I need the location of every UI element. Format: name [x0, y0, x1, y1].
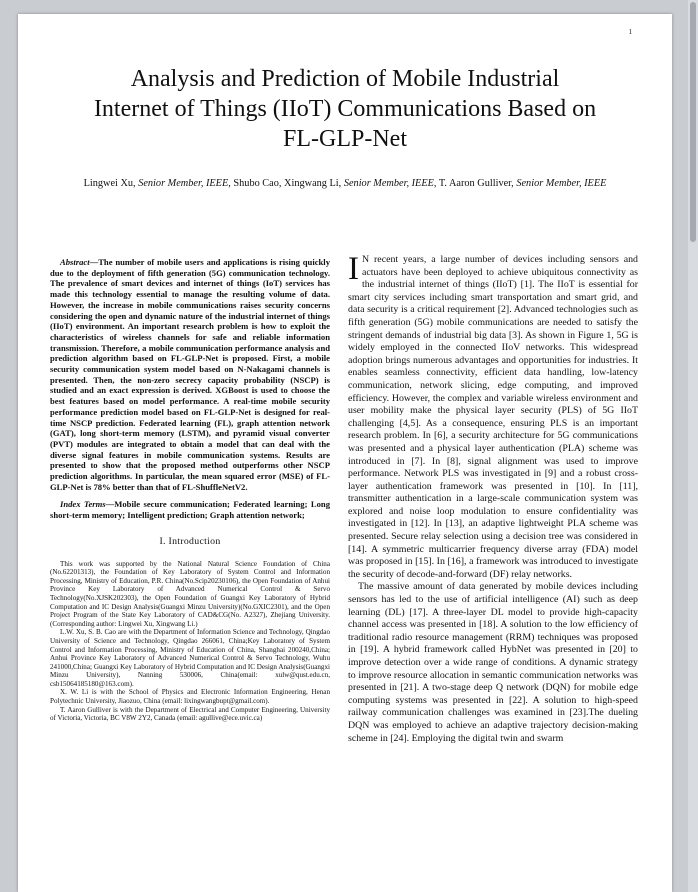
intro-paragraph-1-text: N recent years, a large number of devices including sensors and actuators have been deployed to achieve ubiquitous connectivity as the industrial internet of things (IIoT) [1]. The IIoT is essential for smart city services including smart transportation and smart grid, and data security is a critical requirement [2]. Advanced technologies such as fifth generation (5G) mobile communications are needed to satisfy the stringent demands of industrial big data [3]. As shown in Figure 1, 5G is widely employed in the connected IIoV networks. This widespread adoption brings numerous advantages and opportunities for industries. It enables seamless connectivity, efficient data handling, low-latency communication, network slicing, edge computing, and improved efficiency. However, the complex and variable wireless environment and user mobility make the physical layer security (PLS) of 5G IIoT challenging [4,5]. As a consequence, ensuring PLS is an important research problem. In [6], a security architecture for 5G communications was presented and a physical layer authentication (PLA) scheme was introduced in [7]. In [8], signal alignment was used to improve performance. Network PLS was investigated in [9] and a robust cross-layer authentication framework was presented in [10]. In [11], transmitter authentication in a large-scale communication system was explored and noise loop modulation to ensure confidentiality was investigated in [12]. In [13], an adaptive lightweight PLA scheme was presented. Secure relay selection using a decision tree was considered in [14]. A symmetric multicarrier frequency diverse array (FDA) model was proposed in [15]. In [16], a framework was introduced to investigate the security of decode-and-forward (DF) relay networks.: [348, 254, 638, 580]
page-number: 1: [628, 28, 632, 36]
vertical-scrollbar[interactable]: [688, 0, 698, 892]
footnote-affiliation-3: T. Aaron Gulliver is with the Department of Electrical and Computer Engineering, University of Victoria, Victoria, BC V8W 2Y2, Canada (email: agullive@ece.uvic.ca): [50, 705, 330, 723]
paper-page: [18, 14, 672, 892]
index-terms: [50, 499, 330, 520]
footnote-funding: This work was supported by the National Natural Science Foundation of China (No.62201313), the Foundation of Key Laboratory of System Control and Information Processing, Ministry of Education, P.R. China(No.Scip20230106), the Open Foundation of Anhui Province Key Laboratory of Advanced Numerical Control & Servo Technology(No.XJSK202303), the Open Foundation of Guangxi Key Laboratory of Hybrid Computation and IC Design Analysis(Guangxi Minzu University)(No.GXIC2301), and the Open Project Program of the State Key Laboratory of CAD&CG(No. A2327), Zhejiang University. (Corresponding author: Lingwei Xu, Xingwang Li.): [50, 559, 330, 628]
author-1-role: Senior Member, IEEE: [138, 178, 229, 189]
footnote-affiliation-1: L.W. Xu, S. B. Cao are with the Department of Information Science and Technology, Qingdao University of Science and Technology, Qingdao 266061, China;Key Laboratory of System Control and Information Processing, Ministry of Education of China, Shanghai 200240,China; Anhui Province Key Laboratory of Advanced Numerical Control & Servo Technology, Wuhu 241000,China; Guangxi Key Laboratory of Hybrid Computation and IC Design Analysis(Guangxi Minzu University), Nanning 530006, China(email: xulw@qust.edu.cn, csb15064185180@163.com).: [50, 628, 330, 688]
drop-cap: I: [348, 251, 359, 287]
left-column: [50, 257, 330, 723]
author-4: , T. Aaron Gulliver,: [433, 178, 517, 189]
abstract: [50, 257, 330, 492]
title-line-1: Analysis and Prediction of Mobile Industrial: [130, 66, 560, 92]
right-column: [348, 251, 638, 745]
footnote-affiliation-2: X. W. Li is with the School of Physics and Electronic Information Engineering, Henan Polytechnic University, Jiaozuo, China (email: lixingwangbupt@gmail.com).: [50, 688, 330, 706]
title-line-3: FL-GLP-Net: [283, 126, 407, 152]
intro-paragraph-1: [348, 251, 638, 581]
author-4-role: Senior Member, IEEE: [516, 178, 607, 189]
index-terms-label: Index Terms: [60, 499, 106, 510]
author-3-role: Senior Member, IEEE: [343, 178, 434, 189]
scrollbar-thumb[interactable]: [690, 2, 696, 242]
abstract-label: Abstract: [60, 257, 90, 267]
index-terms-text: —Mobile secure communication; Federated learning; Long short-term memory; Intelligent prediction; Graph attention network;: [50, 499, 331, 521]
author-2-3: , Shubo Cao, Xingwang Li,: [228, 178, 344, 189]
abstract-text: —The number of mobile users and applications is rising quickly due to the deployment of fifth generation (5G) communication technology. The prevalence of smart devices and internet of things (IoT) services has made this technology essential to manage the resulting volume of data. However, the increase in mobile communications raises security concerns considering the open and dynamic nature of the industrial internet of things (IIoT) environment. An important research problem is how to exploit the characteristics of wireless channels for safe and reliable information transmission. Therefore, a mobile communication performance analysis and prediction algorithm based on FL-GLP-Net is proposed. First, a mobile security communication system model based on N-Nakagami channels is presented. Then, the non-zero secrecy capacity probability (NSCP) is studied and an exact expression is derived. XGBoost is used to choose the best features based on model performance. A real-time mobile security performance prediction model based on FL-GLP-Net is designed for real-time NSCP prediction. Federated learning (FL), graph attention network (GAT), long short-term memory (LSTM), and pyramid visual converter (PVT) modules are integrated to obtain a model that can deal with the diverse signal features in mobile communication systems. Results are presented to show that the proposed method outperforms other NSCP prediction algorithms. In particular, the mean squared error (MSE) of FL-GLP-Net is 78% better than that of FL-ShuffleNetV2.: [50, 257, 330, 492]
paper-title: [38, 64, 652, 154]
intro-paragraph-2: The massive amount of data generated by mobile devices including sensors has led to the use of artificial intelligence (AI) such as deep learning (DL) [17]. A three-layer DL model to provide high-capacity channel access was presented in [18]. A solution to the low efficiency of traditional radio resource management (RRM) techniques was proposed in [19]. A hybrid framework called HybNet was presented in [20] to improve detection over a wide range of conditions. A dynamic strategy to improve resource allocation in semantic communication networks was presented in [21]. A two-stage deep Q network (DQN) for mobile edge computing systems was presented in [22]. A solution to high-speed railway communication challenges was examined in [23].The dueling DQN was employed to achieve an adaptive trajectory decision-making scheme in [24]. Employing the digital twin and swarm: [348, 581, 638, 744]
author-list: [58, 177, 632, 191]
author-1: Lingwei Xu,: [83, 178, 139, 189]
section-heading: I. Introduction: [159, 535, 221, 547]
title-line-2: Internet of Things (IIoT) Communications Based on: [93, 96, 597, 122]
